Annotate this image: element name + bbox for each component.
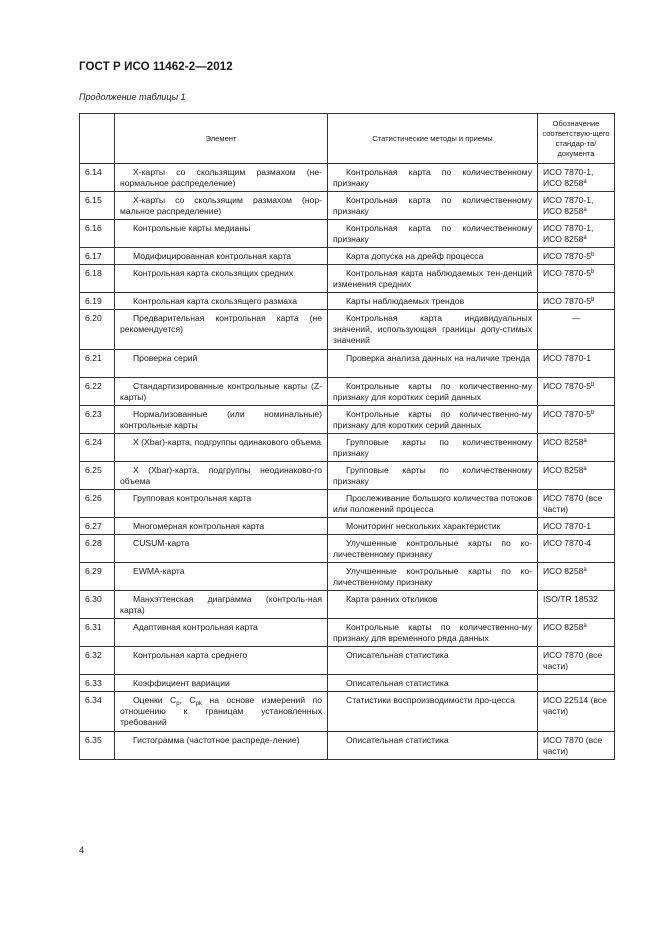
standard-text: ИСО 7870-5 — [543, 409, 592, 419]
standard-cell — [538, 406, 615, 434]
element-text: X (Xbar)-карта, подгруппы одинакового объема — [133, 437, 321, 447]
standard-cell — [538, 164, 615, 192]
standard-text: ИСО 7870-5 — [543, 268, 592, 278]
standard-text: ИСО 7870-1 — [543, 353, 592, 363]
row-number: 6.14 — [80, 164, 115, 192]
element-text: Нормализованные (или номинальные) контрольные карты — [120, 409, 322, 430]
element-cell — [115, 732, 328, 760]
standard-cell — [538, 563, 615, 591]
row-number: 6.17 — [80, 248, 115, 265]
row-number: 6.35 — [80, 732, 115, 760]
method-text: Групповые карты по количественному признаку — [333, 437, 532, 458]
document-title: ГОСТ Р ИСО 11462-2—2012 — [79, 61, 233, 73]
method-cell — [328, 434, 538, 462]
table-row — [80, 563, 615, 591]
standard-cell — [538, 434, 615, 462]
standard-text: ИСО 8258 — [543, 437, 584, 447]
footnote-marker: b — [591, 252, 595, 258]
element-cell — [115, 248, 328, 265]
table-row — [80, 406, 615, 434]
standard-cell — [538, 350, 615, 378]
method-text: Улучшенные контрольные карты по ко-личественному признаку — [333, 538, 532, 559]
method-cell — [328, 692, 538, 732]
element-text-part: Оценки C — [133, 695, 177, 705]
footnote-marker: b — [591, 410, 595, 416]
row-number: 6.15 — [80, 192, 115, 220]
method-cell — [328, 490, 538, 518]
element-cell — [115, 675, 328, 692]
standard-text: ИСО 22514 (все части) — [543, 695, 607, 716]
table-row — [80, 192, 615, 220]
standard-text: — — [571, 313, 581, 323]
row-number: 6.31 — [80, 619, 115, 647]
method-cell — [328, 164, 538, 192]
row-number: 6.19 — [80, 293, 115, 310]
row-number: 6.29 — [80, 563, 115, 591]
standard-cell — [538, 378, 615, 406]
standard-cell — [538, 462, 615, 490]
element-cell — [115, 535, 328, 563]
standard-text: ИСО 7870-5 — [543, 251, 592, 261]
standard-text: ИСО 7870-1, ИСО 8258 — [543, 195, 594, 216]
standard-cell — [538, 192, 615, 220]
method-text: Контрольные карты по количественно-му признаку для коротких серий данных — [333, 381, 532, 402]
element-cell — [115, 490, 328, 518]
element-cell — [115, 265, 328, 293]
row-number: 6.18 — [80, 265, 115, 293]
method-cell — [328, 192, 538, 220]
page-number: 4 — [79, 845, 85, 855]
footnote-marker: a — [583, 179, 587, 185]
table-row — [80, 310, 615, 350]
element-cell — [115, 293, 328, 310]
table-body — [80, 164, 615, 760]
standard-cell — [538, 293, 615, 310]
method-text: Проверка анализа данных на наличие тренда — [346, 353, 530, 363]
standard-text: ИСО 7870 (все части) — [543, 650, 603, 671]
column-header-element: Элемент — [115, 114, 328, 164]
method-cell — [328, 563, 538, 591]
element-cell — [115, 164, 328, 192]
row-number: 6.25 — [80, 462, 115, 490]
row-number: 6.22 — [80, 378, 115, 406]
method-text: Улучшенные контрольные карты по ко-личественному признаку — [333, 566, 532, 587]
element-cell — [115, 563, 328, 591]
standard-cell — [538, 619, 615, 647]
row-number: 6.24 — [80, 434, 115, 462]
table-row — [80, 535, 615, 563]
standard-cell — [538, 220, 615, 248]
element-text-part: на основе измерений по отношению к границам установленных требований — [120, 695, 322, 727]
table-row — [80, 647, 615, 675]
standard-cell — [538, 647, 615, 675]
method-text: Описательная статистика — [346, 650, 449, 660]
method-text: Описательная статистика — [346, 678, 449, 688]
row-number: 6.23 — [80, 406, 115, 434]
method-cell — [328, 619, 538, 647]
standard-text: ИСО 8258 — [543, 465, 584, 475]
method-text: Групповые карты по количественному признаку — [333, 465, 532, 486]
method-cell — [328, 406, 538, 434]
table-row — [80, 434, 615, 462]
element-text: Гистограмма (частотное распреде-ление) — [133, 735, 300, 745]
table-header-row — [80, 114, 615, 164]
standard-text: ИСО 7870-5 — [543, 381, 592, 391]
table-row — [80, 164, 615, 192]
row-number: 6.32 — [80, 647, 115, 675]
table-row — [80, 350, 615, 378]
footnote-marker: b — [591, 269, 595, 275]
table-row — [80, 692, 615, 732]
row-number: 6.21 — [80, 350, 115, 378]
element-cell — [115, 220, 328, 248]
standard-text: ИСО 8258 — [543, 566, 584, 576]
method-cell — [328, 675, 538, 692]
method-cell — [328, 591, 538, 619]
method-text: Карта допуска на дрейф процесса — [346, 251, 484, 261]
method-text: Прослеживание большого количества потоков или положений процесса — [333, 493, 532, 514]
standard-cell — [538, 692, 615, 732]
table-row — [80, 619, 615, 647]
method-text: Контрольная карта наблюдаемых тен-денций изменения средних — [333, 268, 532, 289]
element-text: X-карты со скользящим размахом (нор-мальное распределение) — [120, 195, 322, 216]
method-cell — [328, 310, 538, 350]
element-text: Контрольная карта скользящих средних — [133, 268, 294, 278]
element-text: Групповая контрольная карта — [133, 493, 252, 503]
table-row — [80, 675, 615, 692]
table-row — [80, 248, 615, 265]
element-text: Контрольные карты медианы — [133, 223, 251, 233]
standard-text: ISO/TR 18532 — [543, 594, 598, 604]
table-row — [80, 293, 615, 310]
method-text: Статистики воспроизводимости про-цесса — [346, 695, 515, 705]
footnote-marker: a — [583, 567, 587, 573]
standard-text: ИСО 7870 (все части) — [543, 735, 603, 756]
standard-cell — [538, 535, 615, 563]
standards-table — [79, 113, 615, 760]
element-cell — [115, 692, 328, 732]
element-text: Проверка серий — [133, 353, 198, 363]
standard-text: ИСО 7870-1, ИСО 8258 — [543, 223, 594, 244]
standard-text: ИСО 7870 (все части) — [543, 493, 603, 514]
column-header-number — [80, 114, 115, 164]
element-text: Модифицированная контрольная карта — [133, 251, 292, 261]
element-text-part: p — [176, 701, 180, 707]
method-cell — [328, 220, 538, 248]
element-cell — [115, 591, 328, 619]
standard-text: ИСО 7870-4 — [543, 538, 592, 548]
method-text: Контрольная карта индивидуальных значений, использующая границы допу-стимых значений — [333, 313, 532, 345]
element-cell — [115, 647, 328, 675]
method-cell — [328, 293, 538, 310]
element-cell — [115, 310, 328, 350]
table-row — [80, 732, 615, 760]
method-cell — [328, 732, 538, 760]
table-row — [80, 220, 615, 248]
element-text: Контрольная карта скользящего размаха — [133, 296, 297, 306]
standard-text: ИСО 7870-1, ИСО 8258 — [543, 167, 594, 188]
standard-cell — [538, 591, 615, 619]
method-cell — [328, 462, 538, 490]
column-header-standard: Обозначение соответствую-щего стандар-та/документа — [538, 114, 615, 164]
element-text: Контрольная карта среднего — [133, 650, 248, 660]
row-number: 6.27 — [80, 518, 115, 535]
footnote-marker: a — [583, 623, 587, 629]
element-text: Стандартизированные контрольные карты (Z-карты) — [120, 381, 322, 402]
method-cell — [328, 535, 538, 563]
element-text: X-карты со скользящим размахом (не-нормальное распределение) — [120, 167, 322, 188]
element-text: Манхэттенская диаграмма (контроль-ная карта) — [120, 594, 322, 615]
footnote-marker: a — [583, 207, 587, 213]
element-cell — [115, 434, 328, 462]
element-text: EWMA-карта — [133, 566, 185, 576]
standard-cell — [538, 732, 615, 760]
column-header-methods: Статистические методы и приемы — [328, 114, 538, 164]
element-text: Адаптивная контрольная карта — [133, 622, 258, 632]
element-text: Многомерная контрольная карта — [133, 521, 265, 531]
standard-cell — [538, 265, 615, 293]
element-cell — [115, 378, 328, 406]
row-number: 6.26 — [80, 490, 115, 518]
method-text: Контрольная карта по количественному признаку — [333, 195, 532, 216]
row-number: 6.33 — [80, 675, 115, 692]
method-cell — [328, 647, 538, 675]
element-cell — [115, 462, 328, 490]
element-text: CUSUM-карта — [133, 538, 190, 548]
method-text: Контрольные карты по количественно-му признаку для коротких серий данных — [333, 409, 532, 430]
standard-cell — [538, 248, 615, 265]
footnote-marker: b — [591, 382, 595, 388]
element-text: X (Xbar)-карта, подгруппы неодинаково-го объема — [120, 465, 322, 486]
row-number: 6.30 — [80, 591, 115, 619]
element-text: Коэффициент вариации — [133, 678, 230, 688]
standard-text: ИСО 8258 — [543, 622, 584, 632]
element-text: Предварительная контрольная карта (не рекомендуется) — [120, 313, 322, 334]
method-text: Мониторинг нескольких характеристик — [346, 521, 501, 531]
method-text: Описательная статистика — [346, 735, 449, 745]
table-caption: Продолжение таблицы 1 — [79, 92, 186, 102]
footnote-marker: a — [583, 466, 587, 472]
element-cell — [115, 619, 328, 647]
table-row — [80, 591, 615, 619]
standard-cell — [538, 310, 615, 350]
table-row — [80, 518, 615, 535]
footnote-marker: b — [591, 297, 595, 303]
standard-text: ИСО 7870-1 — [543, 521, 592, 531]
row-number: 6.16 — [80, 220, 115, 248]
method-text: Карта ранних откликов — [346, 594, 438, 604]
element-cell — [115, 406, 328, 434]
row-number: 6.34 — [80, 692, 115, 732]
method-text: Контрольная карта по количественному признаку — [333, 167, 532, 188]
table-row — [80, 462, 615, 490]
standard-cell — [538, 518, 615, 535]
table-row — [80, 378, 615, 406]
element-text-part: , C — [179, 695, 196, 705]
method-cell — [328, 248, 538, 265]
method-cell — [328, 518, 538, 535]
footnote-marker: a — [583, 438, 587, 444]
footnote-marker: a — [583, 235, 587, 241]
method-cell — [328, 378, 538, 406]
method-text: Контрольная карта по количественному признаку — [333, 223, 532, 244]
element-text-part: pk — [195, 701, 203, 707]
standard-cell — [538, 490, 615, 518]
standard-cell — [538, 675, 615, 692]
row-number: 6.20 — [80, 310, 115, 350]
method-cell — [328, 350, 538, 378]
standard-text: ИСО 7870-5 — [543, 296, 592, 306]
element-cell — [115, 192, 328, 220]
element-cell — [115, 350, 328, 378]
table-row — [80, 265, 615, 293]
method-text: Карты наблюдаемых трендов — [346, 296, 465, 306]
row-number: 6.28 — [80, 535, 115, 563]
table-row — [80, 490, 615, 518]
method-text: Контрольные карты по количественно-му признаку для временного ряда данных — [333, 622, 532, 643]
element-cell — [115, 518, 328, 535]
method-cell — [328, 265, 538, 293]
